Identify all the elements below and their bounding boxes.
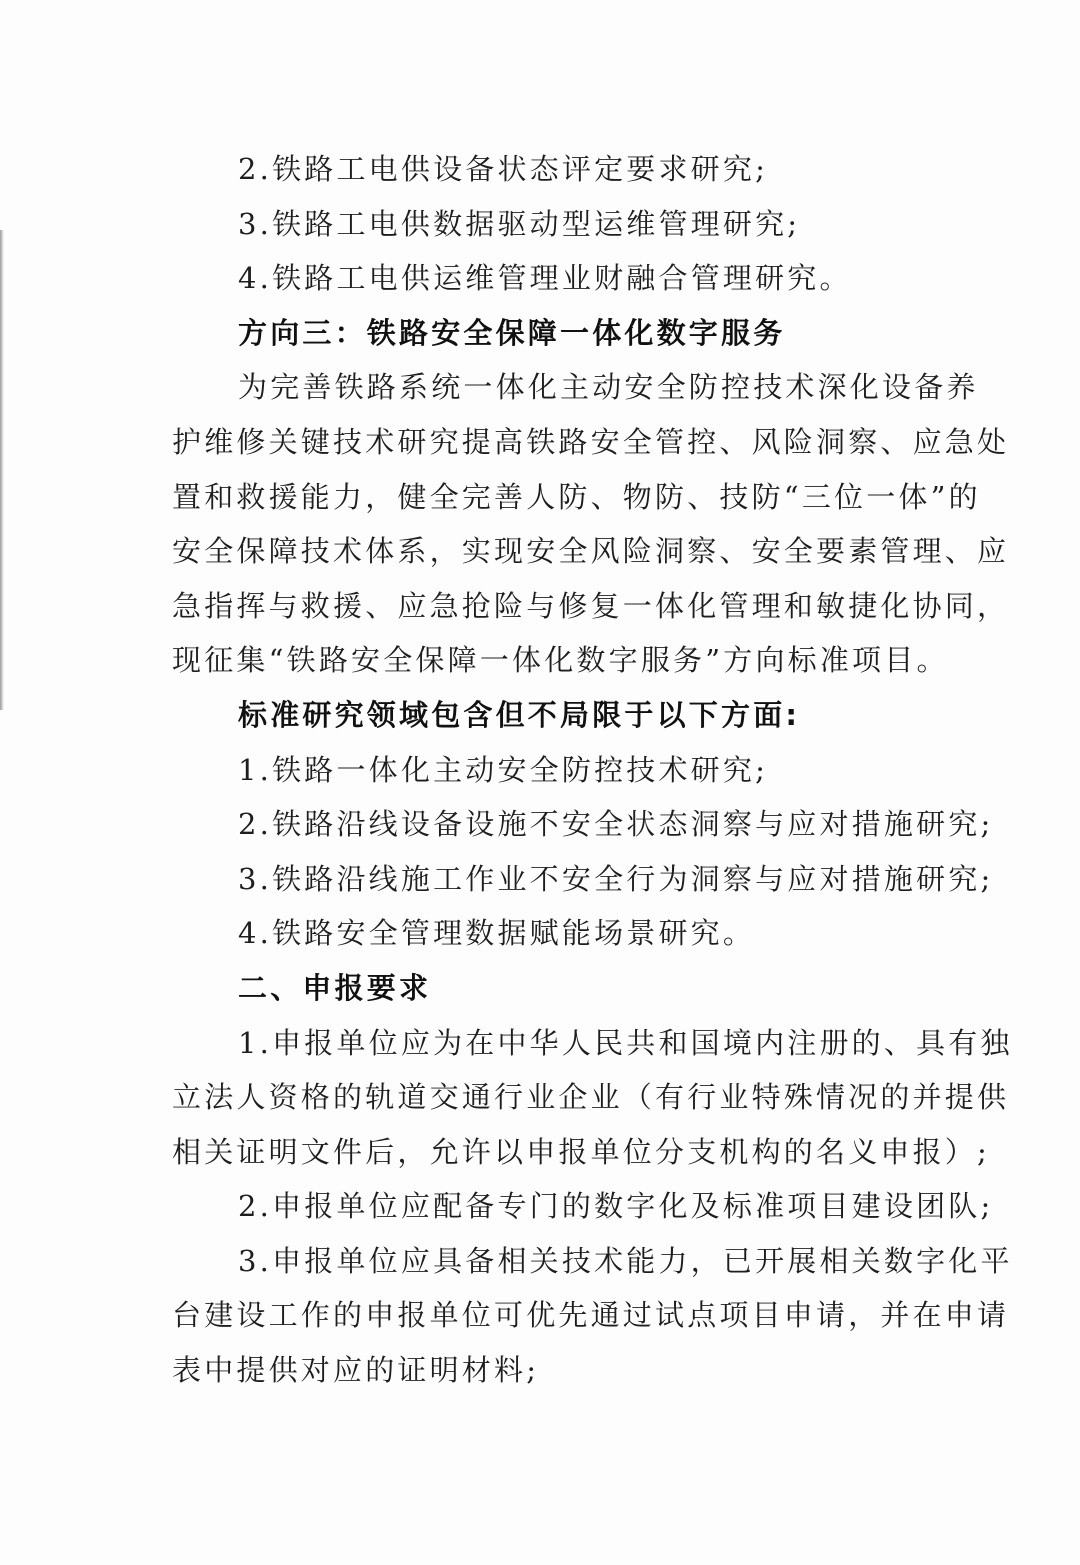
paragraph-line: 现征集“铁路安全保障一体化数字服务”方向标准项目。 — [172, 643, 949, 678]
document-body — [172, 142, 1013, 1398]
requirement-line: 1.申报单位应为在中华人民共和国境内注册的、具有独 — [238, 1025, 1013, 1060]
scan-edge-shadow — [0, 230, 4, 710]
paragraph-line: 置和救援能力，健全完善人防、物防、技防“三位一体”的 — [172, 479, 981, 514]
list-item-direction3-item4: 4.铁路安全管理数据赋能场景研究。 — [238, 916, 756, 951]
list-item-direction3-item1: 1.铁路一体化主动安全防控技术研究; — [238, 752, 769, 787]
list-item-direction2-item3: 3.铁路工电供数据驱动型运维管理研究; — [238, 206, 801, 241]
requirement-line: 立法人资格的轨道交通行业企业（有行业特殊情况的并提供 — [172, 1080, 1010, 1115]
section-subheading-research-areas: 标准研究领域包含但不局限于以下方面: — [238, 697, 801, 732]
paragraph-line: 护维修关键技术研究提高铁路安全管控、风险洞察、应急处 — [172, 424, 1010, 459]
paragraph-line: 安全保障技术体系，实现安全风险洞察、安全要素管理、应 — [172, 534, 1010, 569]
section-heading-application-requirements: 二、申报要求 — [238, 970, 432, 1005]
section-heading-direction3: 方向三：铁路安全保障一体化数字服务 — [238, 315, 786, 350]
paragraph-line: 为完善铁路系统一体化主动安全防控技术深化设备养 — [238, 370, 979, 405]
list-item-direction2-item4: 4.铁路工电供运维管理业财融合管理研究。 — [238, 261, 852, 296]
requirement-line: 2.申报单位应配备专门的数字化及标准项目建设团队; — [238, 1189, 994, 1224]
requirement-line: 相关证明文件后，允许以申报单位分支机构的名义申报）; — [172, 1134, 990, 1169]
requirement-line: 表中提供对应的证明材料; — [172, 1353, 540, 1388]
paragraph-line: 急指挥与救援、应急抢险与修复一体化管理和敏捷化协同， — [172, 588, 1010, 623]
list-item-direction3-item2: 2.铁路沿线设备设施不安全状态洞察与应对措施研究; — [238, 807, 994, 842]
list-item-direction3-item3: 3.铁路沿线施工作业不安全行为洞察与应对措施研究; — [238, 861, 994, 896]
requirement-line: 台建设工作的申报单位可优先通过试点项目申请，并在申请 — [172, 1298, 1010, 1333]
list-item-direction2-item2: 2.铁路工电供设备状态评定要求研究; — [238, 152, 769, 186]
requirement-line: 3.申报单位应具备相关技术能力，已开展相关数字化平 — [238, 1243, 1013, 1278]
